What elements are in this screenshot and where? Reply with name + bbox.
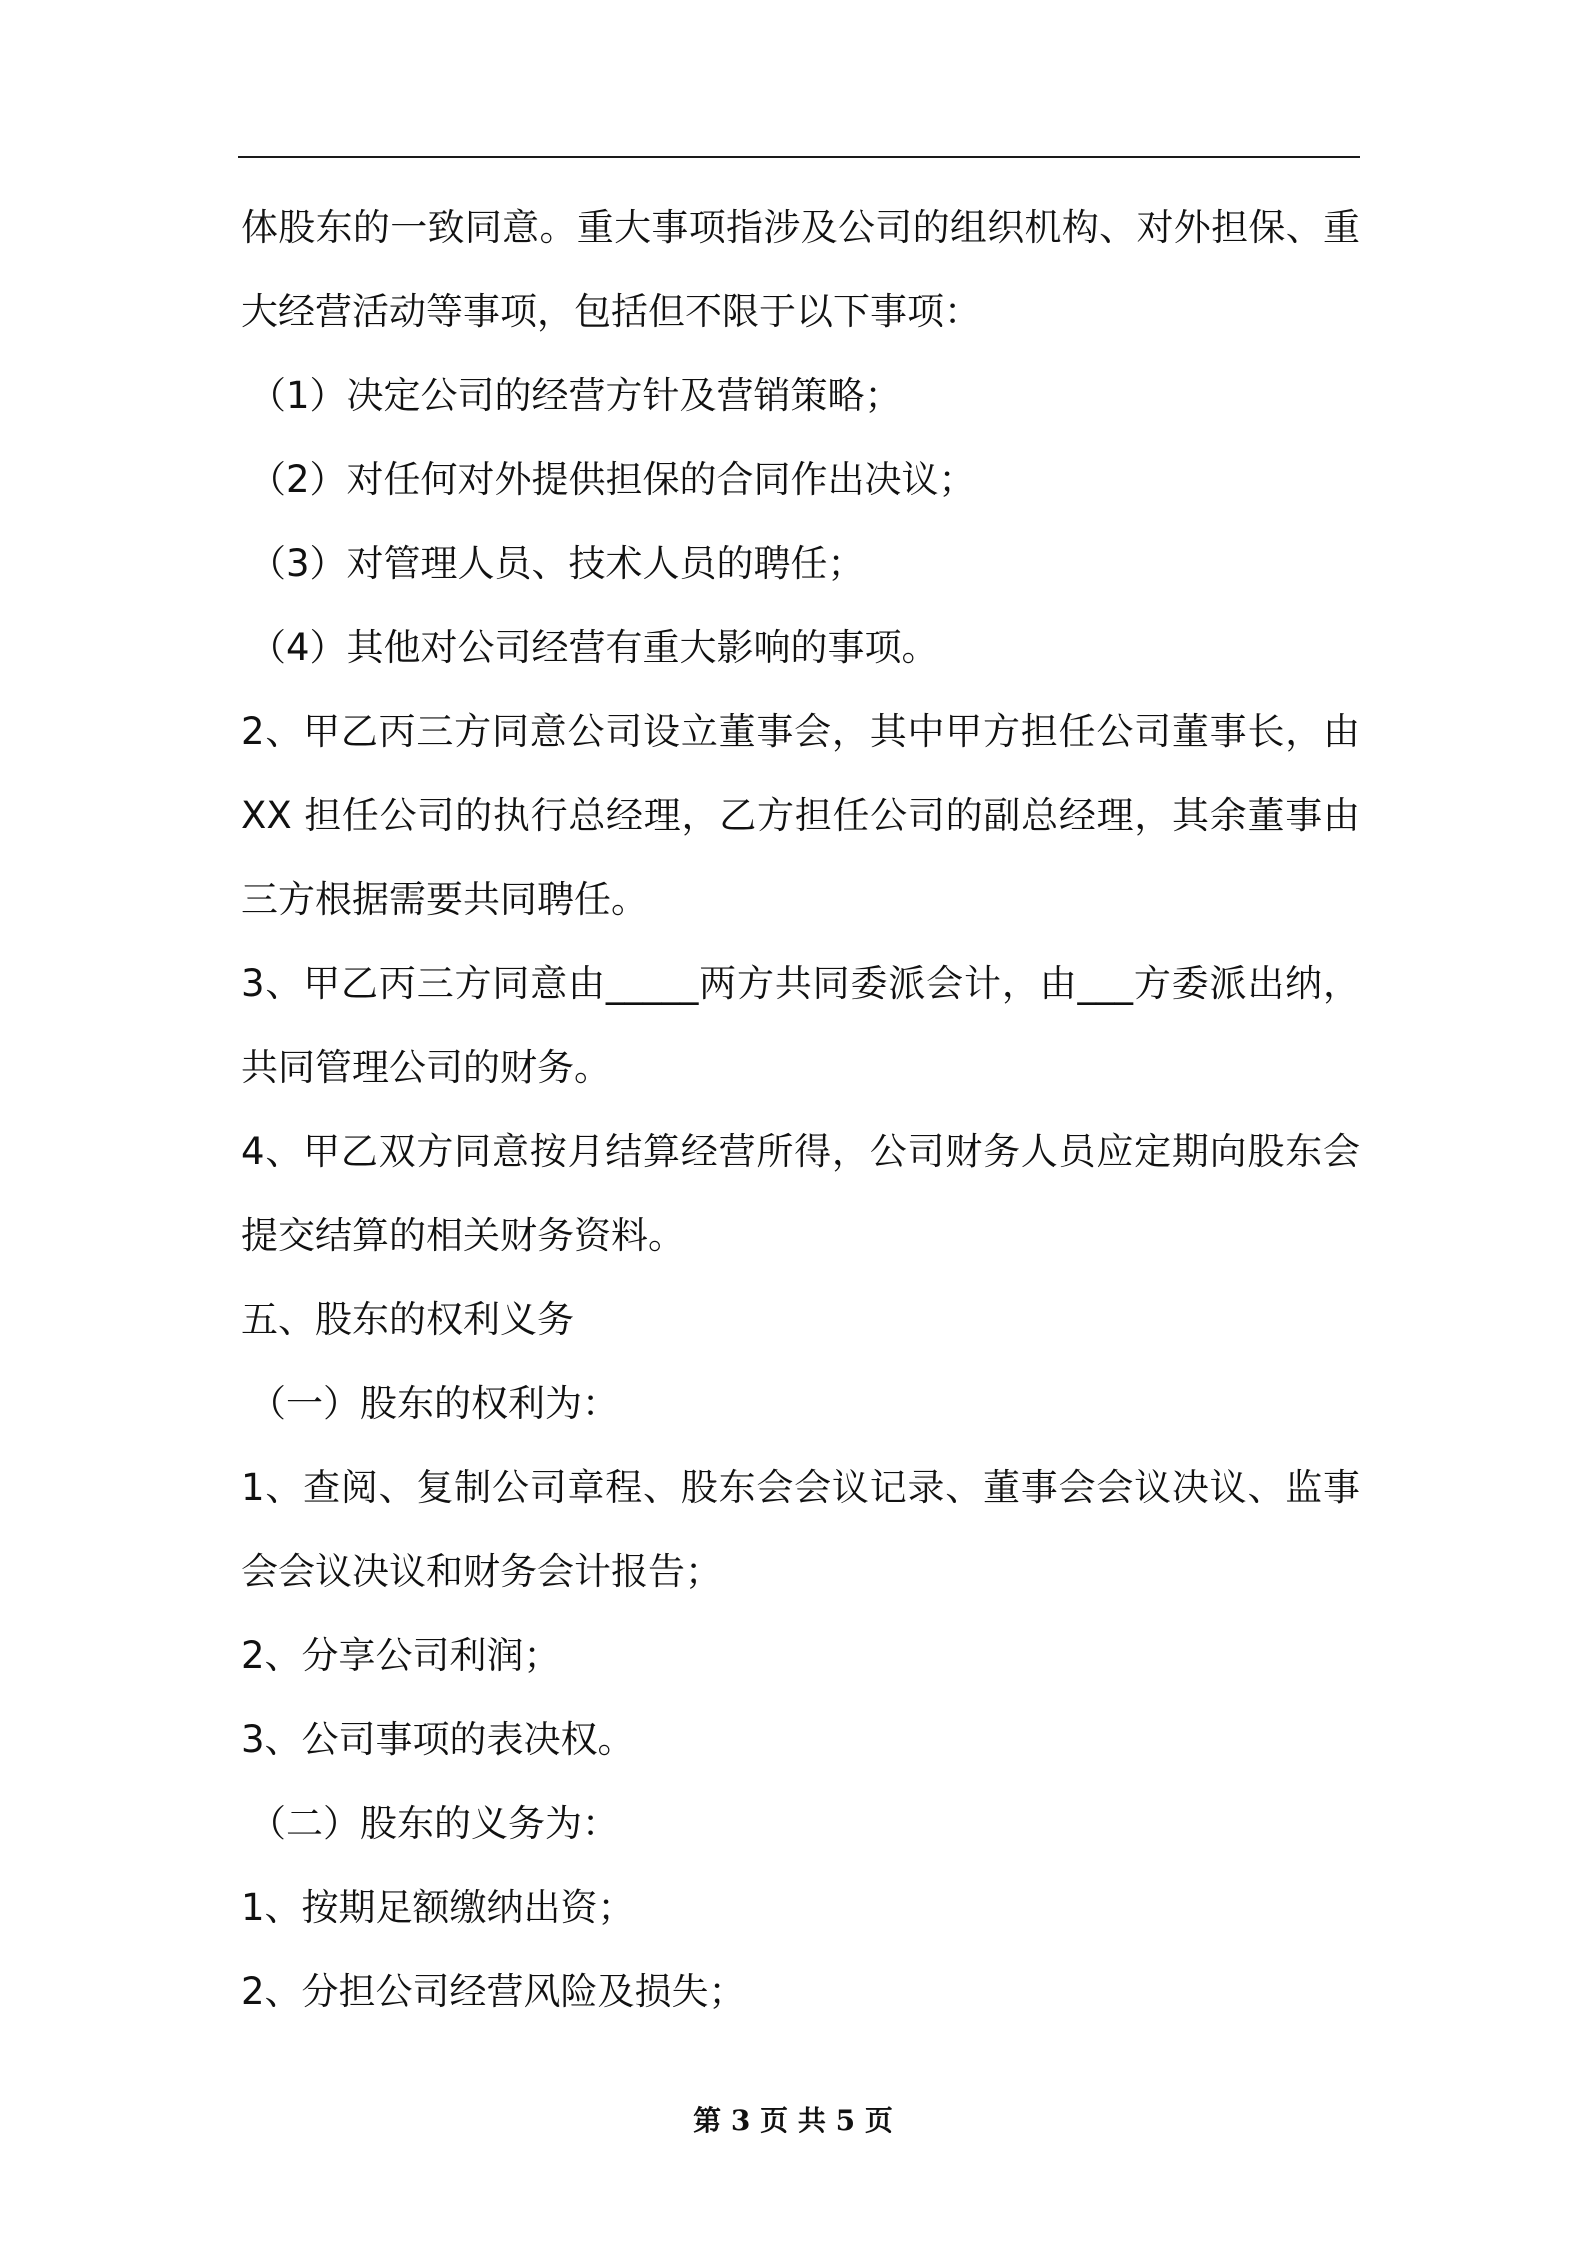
- list-item: 2、分享公司利润；: [241, 1634, 561, 1677]
- list-item: 2、分担公司经营风险及损失；: [241, 1970, 746, 2013]
- list-item: 1、按期足额缴纳出资；: [241, 1886, 635, 1929]
- list-item: （2）对任何对外提供担保的合同作出决议；: [249, 458, 976, 501]
- paragraph-line: XX 担任公司的执行总经理，乙方担任公司的副总经理，其余董事由: [241, 794, 1360, 837]
- paragraph-line: 4、甲乙双方同意按月结算经营所得，公司财务人员应定期向股东会: [241, 1130, 1360, 1173]
- paragraph-line: 提交结算的相关财务资料。: [241, 1214, 685, 1257]
- list-item: 3、公司事项的表决权。: [241, 1718, 635, 1761]
- section-heading: 五、股东的权利义务: [241, 1298, 574, 1341]
- paragraph-line: 2、甲乙丙三方同意公司设立董事会，其中甲方担任公司董事长，由: [241, 710, 1360, 753]
- paragraph-line: 体股东的一致同意。重大事项指涉及公司的组织机构、对外担保、重: [241, 206, 1360, 249]
- list-item: （3）对管理人员、技术人员的聘任；: [249, 542, 865, 585]
- paragraph-line: 3、甲乙丙三方同意由_____两方共同委派会计，由___方委派出纳，: [241, 962, 1360, 1005]
- list-item: （1）决定公司的经营方针及营销策略；: [249, 374, 902, 417]
- paragraph-line: 三方根据需要共同聘任。: [241, 878, 648, 921]
- header-rule: [238, 156, 1360, 158]
- paragraph-line: 1、查阅、复制公司章程、股东会会议记录、董事会会议决议、监事: [241, 1466, 1360, 1509]
- paragraph-line: 大经营活动等事项，包括但不限于以下事项：: [241, 290, 981, 333]
- paragraph-line: 共同管理公司的财务。: [241, 1046, 611, 1089]
- subsection-heading: （二）股东的义务为：: [249, 1802, 619, 1845]
- page-number-footer: 第 3 页 共 5 页: [693, 2104, 893, 2137]
- list-item: （4）其他对公司经营有重大影响的事项。: [249, 626, 939, 669]
- subsection-heading: （一）股东的权利为：: [249, 1382, 619, 1425]
- paragraph-line: 会会议决议和财务会计报告；: [241, 1550, 722, 1593]
